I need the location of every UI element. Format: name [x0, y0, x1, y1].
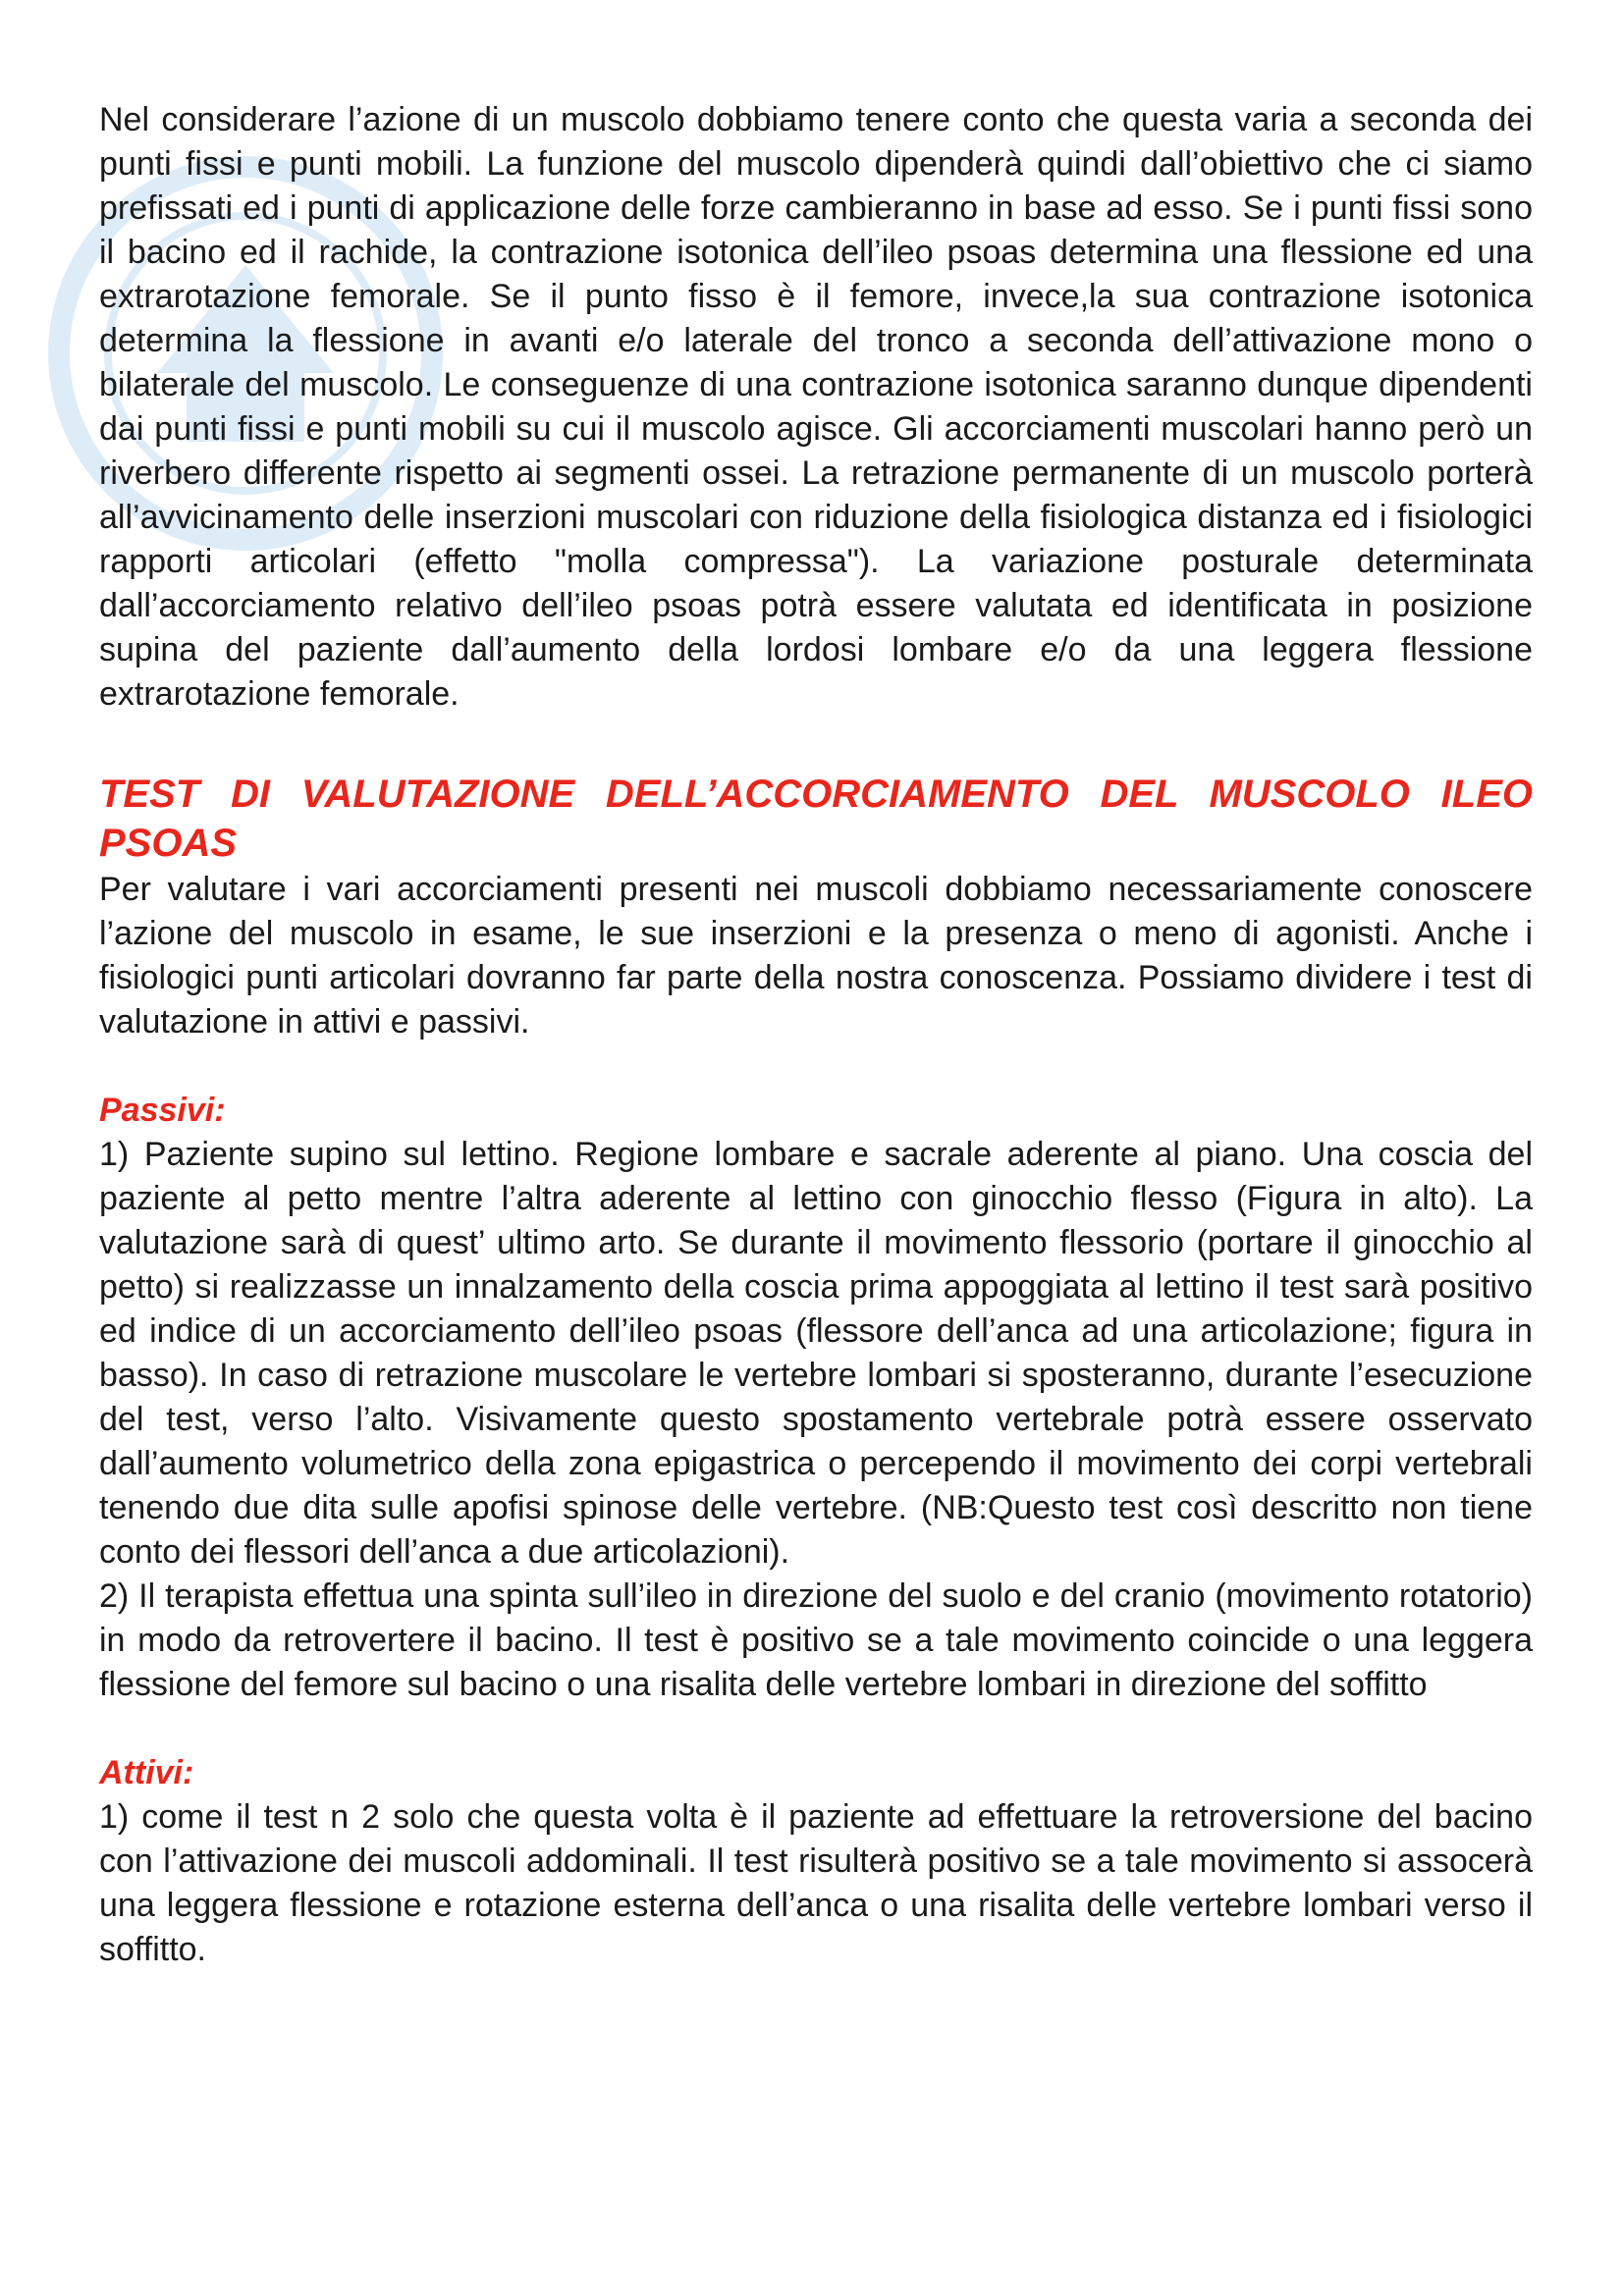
passive-test-2: 2) Il terapista effettua una spinta sull’ileo in direzione del suolo e del cranio (movimento rotatorio) in modo da retrovertere il bacino. Il test è positivo se a tale movimento coincide o una leggera flessione del femore sul bacino o una risalita delle vertebre lombari in direzione del soffitto: [99, 1577, 1533, 1703]
section-title: TEST DI VALUTAZIONE DELL’ACCORCIAMENTO DEL MUSCOLO ILEO PSOAS: [99, 773, 1533, 865]
active-label: Attivi:: [99, 1754, 194, 1791]
intro-paragraph: Nel considerare l’azione di un muscolo dobbiamo tenere conto che questa varia a seconda dei punti fissi e punti mobili. La funzione del muscolo dipenderà quindi dall’obiettivo che ci siamo prefissati ed i punti di applicazione delle forze cambieranno in base ad esso. Se i punti fissi sono il bacino ed il rachide, la contrazione isotonica dell’ileo psoas determina una flessione ed una extrarotazione femorale. Se il punto fisso è il femore, invece,la sua contrazione isotonica determina la flessione in avanti e/o laterale del tronco a seconda dell’attivazione mono o bilaterale del muscolo. Le conseguenze di una contrazione isotonica saranno dunque dipendenti dai punti fissi e punti mobili su cui il muscolo agisce. Gli accorciamenti muscolari hanno però un riverbero differente rispetto ai segmenti ossei. La retrazione permanente di un muscolo porterà all’avvicinamento delle inserzioni muscolari con riduzione della fisiologica distanza ed i fisiologici rapporti articolari (effetto "molla compressa"). La variazione posturale determinata dall’accorciamento relativo dell’ileo psoas potrà essere valutata ed identificata in posizione supina del paziente dall’aumento della lordosi lombare e/o da una leggera flessione extrarotazione femorale.: [99, 101, 1533, 713]
active-test-1: 1) come il test n 2 solo che questa volta è il paziente ad effettuare la retroversione del bacino con l’attivazione dei muscoli addominali. Il test risulterà positivo se a tale movimento si assocerà una leggera flessione e rotazione esterna dell’anca o una risalita delle vertebre lombari verso il soffitto.: [99, 1798, 1533, 1968]
document-page: [99, 98, 1533, 1972]
passive-test-1: 1) Paziente supino sul lettino. Regione lombare e sacrale aderente al piano. Una coscia del paziente al petto mentre l’altra aderente al lettino con ginocchio flesso (Figura in alto). La valutazione sarà di quest’ ultimo arto. Se durante il movimento flessorio (portare il ginocchio al petto) si realizzasse un innalzamento della coscia prima appoggiata al lettino il test sarà positivo ed indice di un accorciamento dell’ileo psoas (flessore dell’anca ad una articolazione; figura in basso). In caso di retrazione muscolare le vertebre lombari si sposteranno, durante l’esecuzione del test, verso l’alto. Visivamente questo spostamento vertebrale potrà essere osservato dall’aumento volumetrico della zona epigastrica o percependo il movimento dei corpi vertebrali tenendo due dita sulle apofisi spinose delle vertebre. (NB:Questo test così descritto non tiene conto dei flessori dell’anca a due articolazioni).: [99, 1136, 1533, 1571]
test-intro-paragraph: Per valutare i vari accorciamenti presenti nei muscoli dobbiamo necessariamente conoscere l’azione del muscolo in esame, le sue inserzioni e la presenza o meno di agonisti. Anche i fisiologici punti articolari dovranno far parte della nostra conoscenza. Possiamo dividere i test di valutazione in attivi e passivi.: [99, 871, 1533, 1041]
passive-label: Passivi:: [99, 1092, 226, 1129]
